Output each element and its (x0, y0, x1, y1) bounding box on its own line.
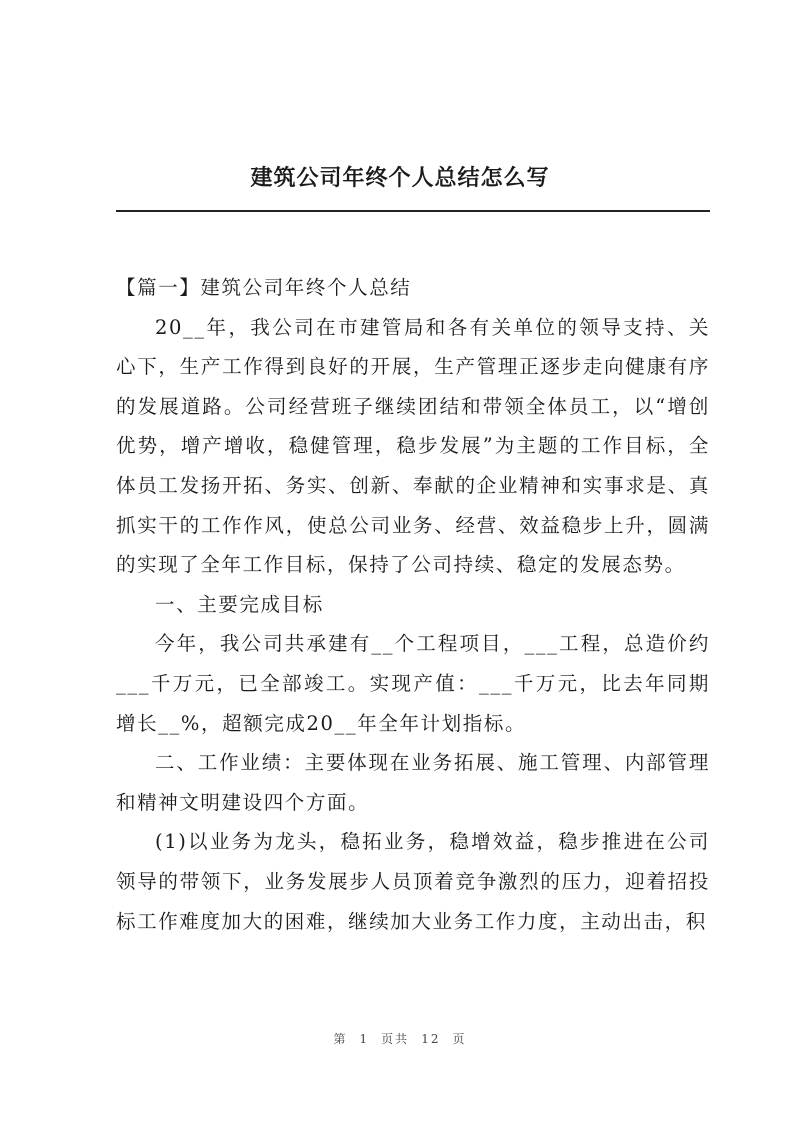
paragraph-heading-goals: 一、主要完成目标 (155, 592, 324, 616)
footer-current-page: 1 (359, 1032, 370, 1046)
document-title: 建筑公司年终个人总结怎么写 (250, 165, 550, 191)
footer-total-pages: 12 (421, 1032, 441, 1046)
document-body (116, 268, 710, 941)
title-divider (116, 210, 710, 212)
paragraph-achievements: 二、工作业绩：主要体现在业务拓展、施工管理、内部管理和精神文明建设四个方面。 (116, 751, 710, 814)
paragraph-intro: 20__年，我公司在市建管局和各有关单位的领导支持、关心下，生产工作得到良好的开展，生产管理正逐步走向健康有序的发展道路。公司经营班子继续团结和带领全体员工，以“增创优势，增产增收，稳健管理，稳步发展”为主题的工作目标，全体员工发扬开拓、务实、创新、奉献的企业精神和实事求是、真抓实干的工作作风，使总公司业务、经营、效益稳步上升，圆满的实现了全年工作目标，保持了公司持续、稳定的发展态势。 (116, 315, 710, 577)
footer-prefix: 第 (333, 1032, 348, 1046)
paragraph-business: (1)以业务为龙头，稳拓业务，稳增效益，稳步推进在公司领导的带领下，业务发展步人员顶着竞争激烈的压力，迎着招投标工作难度加大的困难，继续加大业务工作力度，主动出击，积 (116, 830, 710, 933)
page-footer (0, 1030, 800, 1047)
section-heading: 【篇一】建筑公司年终个人总结 (116, 276, 412, 299)
footer-middle: 页共 (381, 1032, 410, 1046)
footer-suffix: 页 (452, 1032, 467, 1046)
paragraph-goals: 今年，我公司共承建有__个工程项目，___工程，总造价约___千万元，已全部竣工。实现产值：___千万元，比去年同期增长__%，超额完成20__年全年计划指标。 (116, 632, 710, 735)
